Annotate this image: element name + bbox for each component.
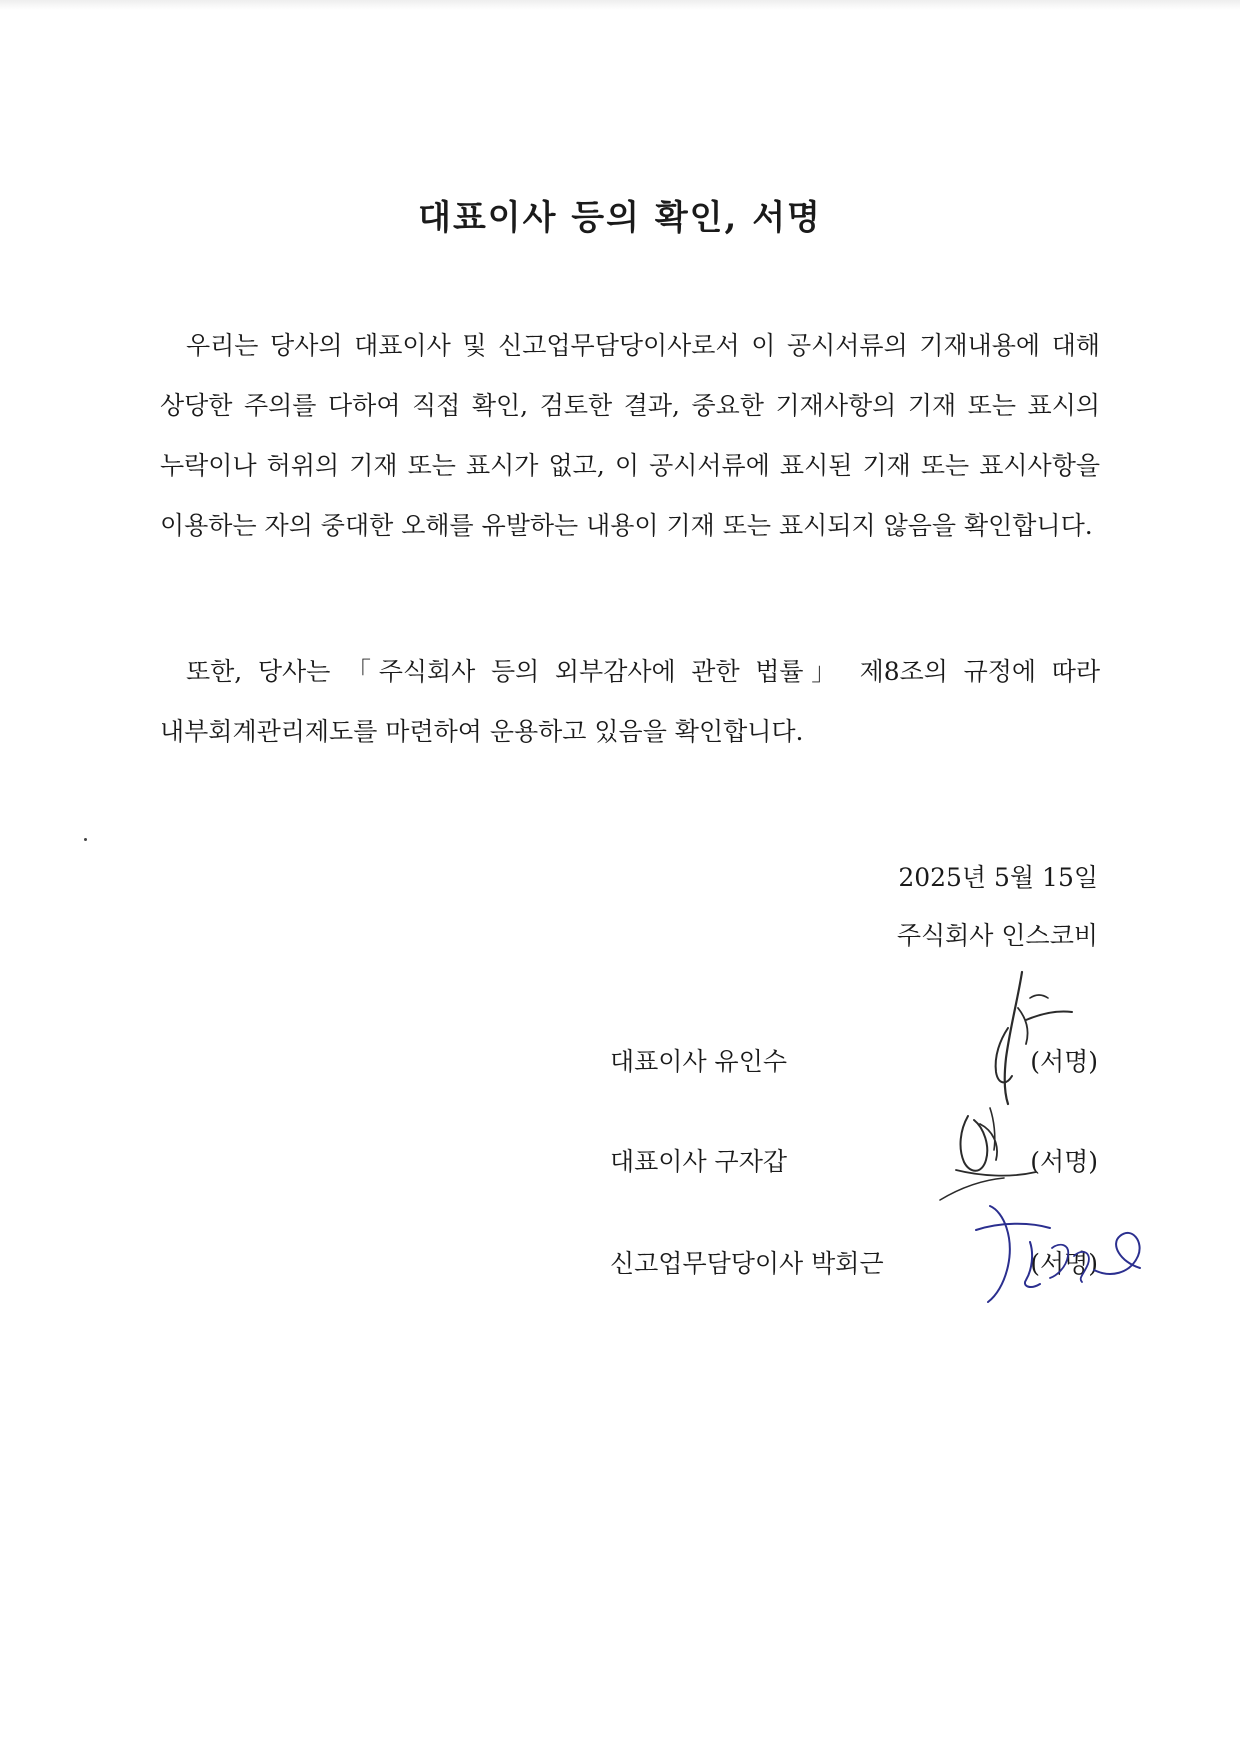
- internal-control-paragraph: 또한, 당사는 「주식회사 등의 외부감사에 관한 법률」 제8조의 규정에 따라 내부회계관리제도를 마련하여 운용하고 있음을 확인합니다.: [160, 657, 1100, 746]
- signature-label: (서명): [1030, 1249, 1098, 1278]
- scan-speck: [84, 838, 87, 841]
- confirmation-paragraph: 우리는 당사의 대표이사 및 신고업무담당이사로서 이 공시서류의 기재내용에 대해 상당한 주의를 다하여 직접 확인, 검토한 결과, 중요한 기재사항의 기재 또는 표시의 누락이나 허위의 기재 또는 표시가 없고, 이 공시서류에 표시된 기재 또는 표시사항을 이용하는 자의 중대한 오해를 유발하는 내용이 기재 또는 표시되지 않음을 확인합니다.: [160, 331, 1100, 540]
- signature-label: (서명): [1030, 1147, 1098, 1176]
- handwritten-signature-3: [970, 1182, 1160, 1312]
- company-name: 주식회사 인스코비: [896, 921, 1098, 950]
- scan-edge: [0, 0, 1240, 10]
- handwritten-signature-1: [960, 968, 1090, 1108]
- document-date: 2025년 5월 15일: [898, 863, 1098, 892]
- signatory-name: 대표이사 구자갑: [610, 1147, 787, 1176]
- signature-label: (서명): [1030, 1047, 1098, 1076]
- document-title: 대표이사 등의 확인, 서명: [418, 198, 822, 238]
- signatory-name: 신고업무담당이사 박회근: [610, 1249, 884, 1278]
- signatory-name: 대표이사 유인수: [610, 1047, 787, 1076]
